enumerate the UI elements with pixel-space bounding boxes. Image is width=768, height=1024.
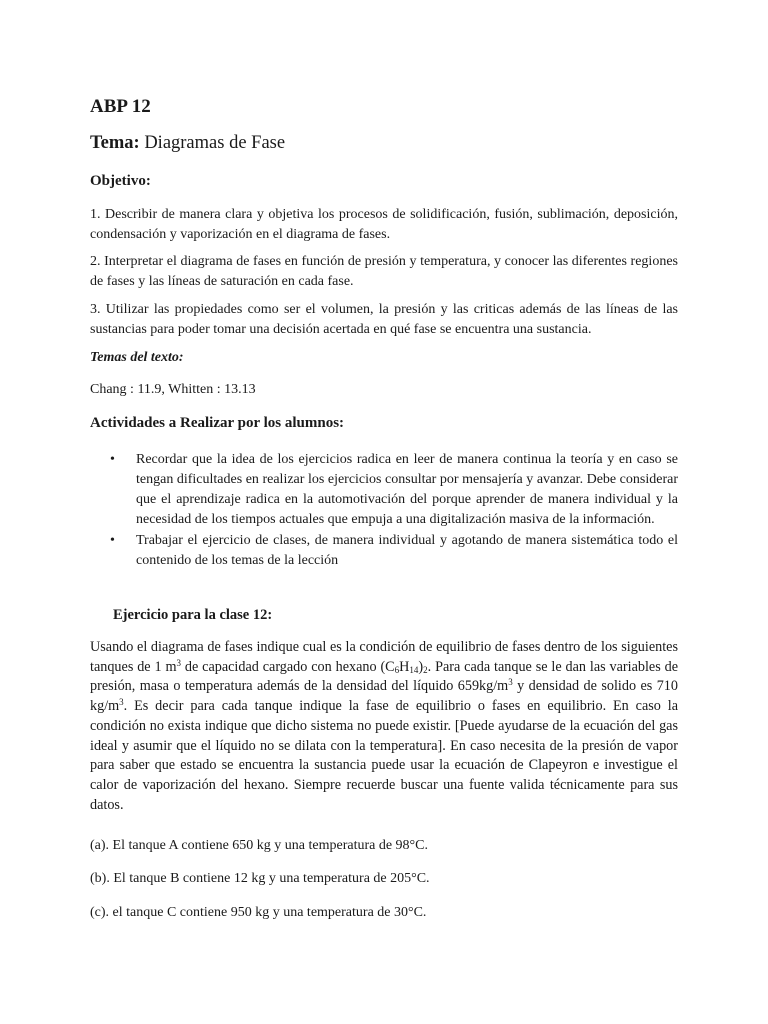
exercise-heading: Ejercicio para la clase 12: — [113, 607, 273, 623]
topic-value: Diagramas de Fase — [139, 133, 286, 153]
exercise-item-b: (b). El tanque B contiene 12 kg y una temperatura de 205°C. — [90, 871, 430, 886]
exercise-item-c: (c). el tanque C contiene 950 kg y una temperatura de 30°C. — [90, 905, 427, 920]
list-item — [90, 450, 678, 530]
topic-line — [90, 132, 285, 154]
list-item-text: Trabajar el ejercicio de clases, de manera individual y agotando de manera sistemática todo el contenido de los temas de la lección — [136, 533, 678, 568]
bullet-icon: • — [110, 452, 115, 467]
activities-list — [90, 450, 678, 572]
topics-heading: Temas del texto: — [90, 350, 184, 365]
exercise-item-a: (a). El tanque A contiene 650 kg y una temperatura de 98°C. — [90, 838, 428, 853]
text-references: Chang : 11.9, Whitten : 13.13 — [90, 382, 256, 397]
exercise-statement: Usando el diagrama de fases indique cual es la condición de equilibrio de fases dentro de los siguientes tanques de 1 $m^3$ de capacidad cargado con hexano $(C_6H_{14})_2$. Para cada tanque se le dan las variables de presión, masa o temperatura además de la densidad del líquido $659kg/m^3$ y densidad de solido es 710 $kg/m^3$. Es decir para cada tanque indique la fase de equilibrio o fases en equilibrio. En caso la condición no exista indique que dicho sistema no puede existir. [Puede ayudarse de la ecuación del gas ideal y asumir que el líquido no se dilata con la temperatura]. En caso necesita de la presión de vapor para saber que estado se encuentra la sustancia puede usar la ecuación de Clapeyron e investigue el calor de vaporización del hexano. Siempre recuerde buscar una fuente valida técnicamente para sus datos. — [90, 639, 678, 813]
document-title: ABP 12 — [90, 96, 151, 117]
objective-3: 3. Utilizar las propiedades como ser el volumen, la presión y las criticas además de las líneas de las sustancias para poder tomar una decisión acertada en qué fase se encuentra una sustancia. — [90, 302, 678, 337]
objective-heading: Objetivo: — [90, 173, 151, 189]
topic-label: Tema: — [90, 133, 140, 153]
activities-heading: Actividades a Realizar por los alumnos: — [90, 415, 345, 431]
bullet-icon: • — [110, 533, 115, 548]
objective-2: 2. Interpretar el diagrama de fases en función de presión y temperatura, y conocer las diferentes regiones de fases y las líneas de saturación en cada fase. — [90, 254, 678, 289]
list-item-text: Recordar que la idea de los ejercicios radica en leer de manera continua la teoría y en caso se tengan dificultades en realizar los ejercicios consultar por mensajería y avanzar. Debe considerar que el aprendizaje radica en la automotivación del porque aprender de manera individual y la necesidad de los tiempos actuales que empuja a una digitalización masiva de la información. — [136, 452, 678, 527]
objective-1: 1. Describir de manera clara y objetiva los procesos de solidificación, fusión, sublimación, deposición, condensación y vaporización en el diagrama de fases. — [90, 207, 678, 242]
list-item — [90, 531, 678, 571]
